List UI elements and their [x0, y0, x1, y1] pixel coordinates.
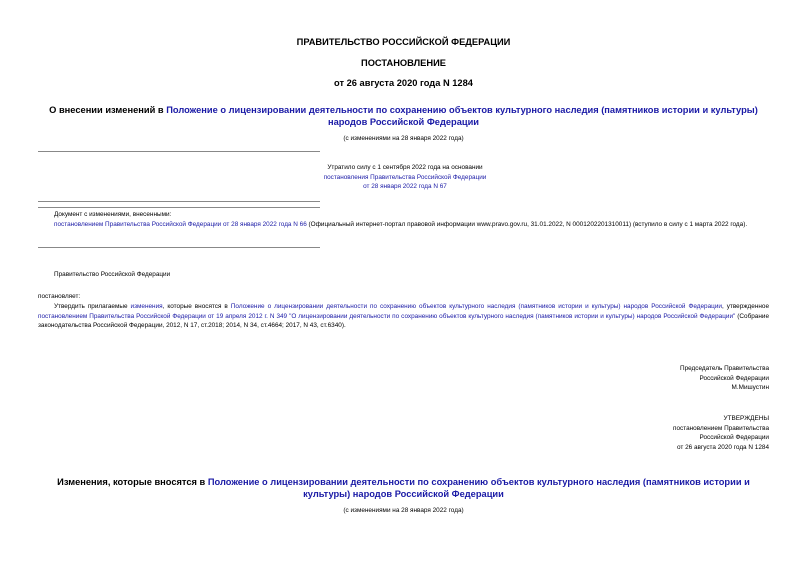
body-decrees: постановляет: — [38, 293, 81, 300]
annex-title-prefix: Изменения, которые вносятся в — [57, 477, 208, 487]
amendments-link[interactable]: постановлением Правительства Российской Федерации от 28 января 2022 года N 66 — [54, 220, 307, 228]
signature-block — [680, 364, 769, 393]
separator-rule — [38, 207, 320, 208]
paragraph-text: , утвержденное — [721, 303, 769, 310]
separator-rule — [38, 247, 320, 248]
expiry-note — [300, 163, 510, 192]
amendments-details: (Официальный интернет-портал правовой информации www.pravo.gov.ru, 31.01.2022, N 0001202201310011) (вступило в силу с 1 марта 2022 года). — [306, 220, 748, 228]
amendments-block — [38, 210, 769, 229]
paragraph-text: Утвердить прилагаемые — [54, 303, 131, 310]
body-intro: Правительство Российской Федерации — [54, 271, 171, 278]
expiry-link-1[interactable]: постановления Правительства Российской Федерации — [323, 173, 487, 181]
approval-heading: УТВЕРЖДЕНЫ — [723, 415, 769, 422]
amendments-heading: Документ с изменениями, внесенными: — [54, 211, 172, 218]
document-type: ПОСТАНОВЛЕНИЕ — [361, 58, 446, 68]
annex-title-link[interactable]: Положение о лицензировании деятельности по сохранению объектов культурного наследия (памятников истории и культуры) народов Российской Федерации — [207, 477, 750, 499]
document-title — [40, 104, 767, 128]
changes-link[interactable]: изменения — [130, 303, 163, 310]
expiry-note-line: Утратило силу с 1 сентября 2022 года на основании — [327, 164, 483, 171]
document-title-prefix: О внесении изменений в — [49, 105, 167, 115]
revision-note: (с изменениями на 28 января 2022 года) — [343, 135, 464, 142]
separator-rule — [38, 201, 320, 202]
government-heading: ПРАВИТЕЛЬСТВО РОССИЙСКОЙ ФЕДЕРАЦИИ — [296, 37, 511, 47]
approval-block — [673, 414, 769, 452]
body-paragraph — [38, 302, 769, 331]
approval-line: Российской Федерации — [699, 434, 769, 442]
approval-date: от 26 августа 2020 года N 1284 — [676, 443, 769, 451]
signature-name: М.Мишустин — [731, 384, 769, 392]
signature-title: Председатель Правительства — [680, 365, 769, 372]
regulation-link[interactable]: Положение о лицензировании деятельности по сохранению объектов культурного наследия (памятников истории и культуры) народов Российской Федерации — [230, 303, 722, 310]
annex-revision-note: (с изменениями на 28 января 2022 года) — [343, 507, 464, 514]
expiry-link-2[interactable]: от 28 января 2022 года N 67 — [363, 183, 447, 191]
approval-line: постановлением Правительства — [673, 424, 769, 432]
document-title-link[interactable]: Положение о лицензировании деятельности по сохранению объектов культурного наследия (памятников истории и культуры) народов Российской Федерации — [166, 105, 758, 127]
annex-title — [40, 476, 767, 500]
decree-349-link[interactable]: постановлением Правительства Российской Федерации от 19 апреля 2012 г. N 349 "О лицензировании деятельности по сохранению объектов культурного наследия (памятников истории и культуры) народов Российской Федерации" — [38, 312, 736, 320]
document-date-number: от 26 августа 2020 года N 1284 — [334, 78, 473, 88]
amendments-text — [38, 220, 769, 230]
paragraph-text: , которые вносятся в — [162, 303, 231, 310]
separator-rule — [38, 151, 320, 152]
signature-organization: Российской Федерации — [699, 374, 769, 382]
paragraph-text: (Собрание законодательства Российской Федерации, 2012, N 17, ст.2018; 2014, N 34, ст.4664; 2017, N 43, ст.6340). — [38, 312, 769, 330]
